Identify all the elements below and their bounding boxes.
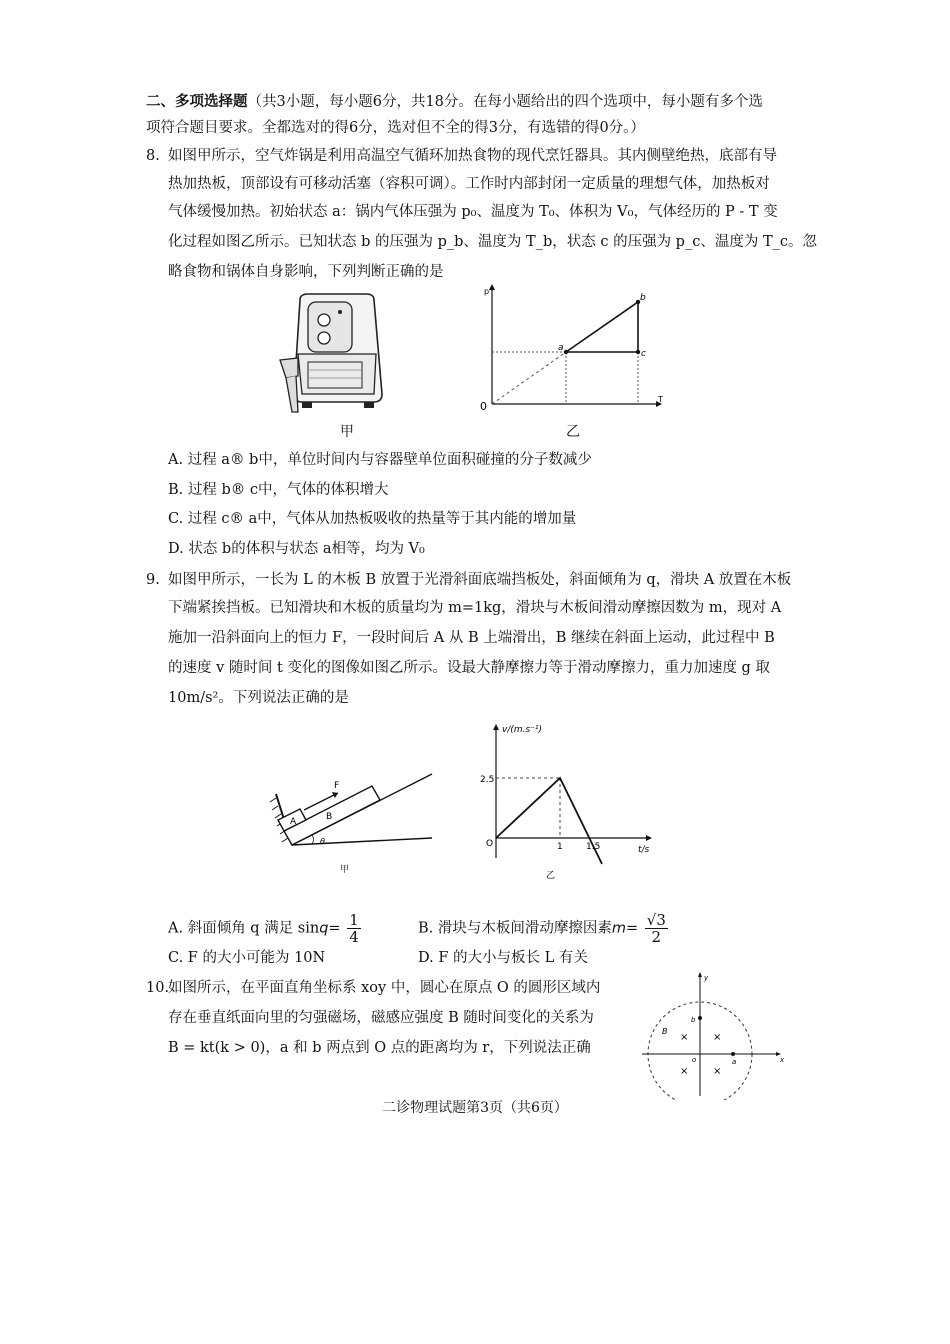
- q10-number: 10.: [146, 980, 170, 996]
- q9-option-d: D. F 的大小与板长 L 有关: [418, 950, 588, 966]
- y-tick-label: 2.5: [480, 775, 495, 785]
- label-c: c: [641, 349, 646, 359]
- q9-option-c: C. F 的大小可能为 10N: [168, 950, 326, 966]
- a-label: a: [732, 1058, 737, 1066]
- p-axis-label: p: [484, 287, 490, 296]
- q8-option-c: C. 过程 c® a中，气体从加热板吸收的热量等于其内能的增加量: [168, 511, 577, 527]
- point-c: [636, 350, 640, 354]
- section-desc-1: （共3小题，每小题6分，共18分。在每小题给出的四个选项中，每小题有多个选: [247, 94, 763, 110]
- q9-line-5: 10m/s²。下列说法正确的是: [168, 690, 349, 706]
- t-axis-label: T: [658, 395, 663, 404]
- q9-line-4: 的速度 v 随时间 t 变化的图像如图乙所示。设最大静摩擦力等于滑动摩擦力，重力加速度 g 取: [168, 660, 770, 676]
- q9-option-b-text: B. 滑块与木板间滑动摩擦因素: [418, 920, 612, 937]
- point-b: [698, 1016, 702, 1020]
- page-footer: 二诊物理试题第3页（共6页）: [382, 1100, 568, 1116]
- point-a: [564, 350, 568, 354]
- origin-label: 0: [480, 400, 487, 413]
- B-label: B: [662, 1027, 668, 1036]
- y-label: y: [704, 974, 709, 982]
- q10-line-1: 如图所示，在平面直角坐标系 xoy 中，圆心在原点 O 的圆形区域内: [168, 980, 601, 996]
- air-fryer-figure: [278, 290, 398, 418]
- q8-option-a: A. 过程 a® b中，单位时间内与容器壁单位面积碰撞的分子数减少: [168, 452, 592, 468]
- cross-mark: ×: [680, 1032, 689, 1043]
- q8-fig2-caption: 乙: [566, 424, 580, 440]
- q8-number: 8.: [146, 148, 160, 164]
- p-t-graph: [470, 282, 670, 418]
- q8-fig1-caption: 甲: [340, 424, 354, 440]
- incline-figure: [262, 760, 438, 880]
- block-a-label: A: [290, 817, 297, 827]
- q8-line-3: 气体缓慢加热。初始状态 a：锅内气体压强为 p₀、温度为 T₀、体积为 V₀，气体经历的 P - T 变: [168, 204, 778, 220]
- label-b: b: [640, 293, 646, 303]
- v-t-graph: [470, 718, 660, 880]
- fraction-root3-2: [645, 912, 668, 945]
- section-title: 二、多项选择题: [146, 93, 248, 110]
- cross-mark: ×: [713, 1066, 722, 1077]
- q8-line-1: 如图甲所示，空气炸锅是利用高温空气循环加热食物的现代烹饪器具。其内侧壁绝热，底部有导: [168, 148, 777, 164]
- q9-option-a: A. 斜面倾角 q 满足 sinq= $\frac{1}{4}$: [168, 911, 359, 946]
- force-label: F: [334, 781, 340, 791]
- q9-line-2: 下端紧挨挡板。已知滑块和木板的质量均为 m=1kg，滑块与木板间滑动摩擦因数为 m，现对 A: [168, 600, 782, 616]
- q9-option-a-text: A. 斜面倾角 q 满足 sin: [168, 920, 320, 937]
- x-label: x: [780, 1056, 785, 1064]
- process-triangle: [566, 302, 638, 352]
- q9-fig1-caption: 甲: [340, 865, 350, 875]
- q8-line-2: 热加热板，顶部设有可移动活塞（容积可调）。工作时内部封闭一定质量的理想气体，加热板对: [168, 176, 770, 192]
- q9-option-b-var: m: [611, 920, 626, 937]
- q9-option-a-var: q: [319, 920, 329, 937]
- q9-line-1: 如图甲所示，一长为 L 的木板 B 放置于光滑斜面底端挡板处，斜面倾角为 q，滑块 A 放置在木板: [168, 572, 792, 588]
- origin-label: O: [486, 839, 494, 849]
- fraction-numerator: 1: [349, 911, 359, 929]
- x-tick-2: 1.5: [586, 842, 601, 852]
- q8-option-b: B. 过程 b® c中，气体的体积增大: [168, 482, 389, 498]
- q8-line-4: 化过程如图乙所示。已知状态 b 的压强为 p_b、温度为 T_b，状态 c 的压强为 p_c、温度为 T_c。忽: [168, 234, 817, 250]
- cross-mark: ×: [680, 1066, 689, 1077]
- o-label: o: [692, 1056, 697, 1064]
- fraction-denominator: 4: [349, 928, 359, 946]
- fraction-1-4: [347, 912, 361, 945]
- q9-option-b: B. 滑块与木板间滑动摩擦因素m= $\frac{√3}{2}$: [418, 911, 666, 946]
- t-axis-label: t/s: [638, 845, 650, 855]
- q9-fig2-caption: 乙: [546, 871, 556, 880]
- section-desc-2: 项符合题目要求。全都选对的得6分，选对但不全的得3分，有选错的得0分。）: [146, 120, 645, 136]
- fraction-numerator: √3: [646, 911, 666, 929]
- q10-line-3: B = kt(k > 0)，a 和 b 两点到 O 点的距离均为 r，下列说法正确: [168, 1040, 591, 1056]
- q9-line-3: 施加一沿斜面向上的恒力 F，一段时间后 A 从 B 上端滑出，B 继续在斜面上运动，此过程中 B: [168, 630, 775, 646]
- q9-number: 9.: [146, 572, 160, 588]
- theta-label: θ: [320, 837, 325, 846]
- section-header: [146, 90, 763, 114]
- q8-option-d: D. 状态 b的体积与状态 a相等，均为 V₀: [168, 541, 425, 557]
- q10-line-2: 存在垂直纸面向里的匀强磁场，磁感应强度 B 随时间变化的关系为: [168, 1010, 594, 1026]
- fraction-denominator: 2: [651, 928, 662, 946]
- label-a: a: [558, 343, 564, 353]
- v-axis-label: v/(m.s⁻¹): [502, 725, 543, 735]
- q8-line-5: 略食物和锅体自身影响，下列判断正确的是: [168, 264, 444, 280]
- point-a: [731, 1052, 735, 1056]
- magnetic-field-figure: [640, 970, 790, 1100]
- board-b-label: B: [326, 812, 333, 822]
- x-tick-1: 1: [557, 842, 563, 852]
- b-label: b: [691, 1016, 696, 1024]
- cross-mark: ×: [713, 1032, 722, 1043]
